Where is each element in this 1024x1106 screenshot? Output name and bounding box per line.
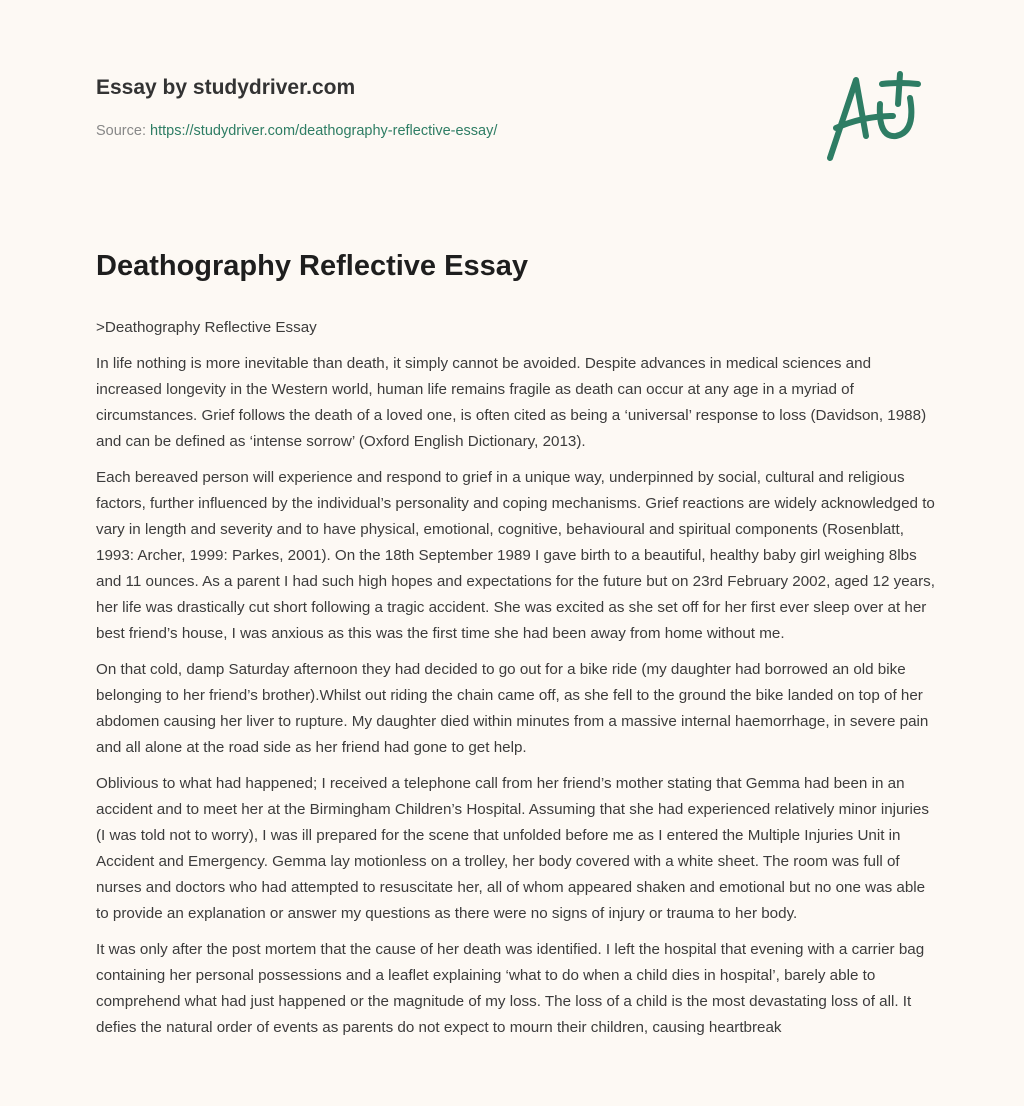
source-link[interactable]: https://studydriver.com/deathography-reflective-essay/ <box>150 123 498 139</box>
essay-body <box>96 315 936 1051</box>
essay-title: Deathography Reflective Essay <box>96 250 528 282</box>
source-line <box>96 123 497 139</box>
a-plus-logo-icon <box>818 66 928 166</box>
source-label: Source: <box>96 123 146 139</box>
paragraph: On that cold, damp Saturday afternoon they had decided to go out for a bike ride (my daughter had borrowed an old bike belonging to her friend’s brother).Whilst out riding the chain came off, as she fell to the ground the bike landed on top of her abdomen causing her liver to rupture. My daughter died within minutes from a massive internal haemorrhage, in severe pain and all alone at the road side as her friend had gone to get help. <box>96 661 929 756</box>
site-title: Essay by studydriver.com <box>96 76 356 99</box>
paragraph: Each bereaved person will experience and respond to grief in a unique way, underpinned by social, cultural and religious factors, further influenced by the individual’s personality and coping mechanisms. Grief reactions are widely acknowledged to vary in length and severity and to have physical, emotional, cognitive, behavioural and spiritual components (Rosenblatt, 1993: Archer, 1999: Parkes, 2001). On the 18th September 1989 I gave birth to a beautiful, healthy baby girl weighing 8lbs and 11 ounces. As a parent I had such high hopes and expectations for the future but on 23rd February 2002, aged 12 years, her life was drastically cut short following a tragic accident. She was excited as she set off for her first ever sleep over at her best friend’s house, I was anxious as this was the first time she had been away from home without me. <box>96 469 935 642</box>
paragraph: It was only after the post mortem that the cause of her death was identified. I left the hospital that evening with a carrier bag containing her personal possessions and a leaflet explaining ‘what to do when a child dies in hospital’, barely able to comprehend what had just happened or the magnitude of my loss. The loss of a child is the most devastating loss of all. It defies the natural order of events as parents do not expect to mourn their children, causing heartbreak <box>96 941 925 1036</box>
paragraph: Oblivious to what had happened; I received a telephone call from her friend’s mother stating that Gemma had been in an accident and to meet her at the Birmingham Children’s Hospital. Assuming that she had experienced relatively minor injuries (I was told not to worry), I was ill prepared for the scene that unfolded before me as I entered the Multiple Injuries Unit in Accident and Emergency. Gemma lay motionless on a trolley, her body covered with a white sheet. The room was full of nurses and doctors who had attempted to resuscitate her, all of whom appeared shaken and emotional but no one was able to provide an explanation or answer my questions as there were no signs of injury or trauma to her body. <box>96 775 929 922</box>
paragraph: In life nothing is more inevitable than death, it simply cannot be avoided. Despite advances in medical sciences and increased longevity in the Western world, human life remains fragile as death can occur at any age in a myriad of circumstances. Grief follows the death of a loved one, is often cited as being a ‘universal’ response to loss (Davidson, 1988) and can be defined as ‘intense sorrow’ (Oxford English Dictionary, 2013). <box>96 355 927 450</box>
breadcrumb: >Deathography Reflective Essay <box>96 319 317 336</box>
